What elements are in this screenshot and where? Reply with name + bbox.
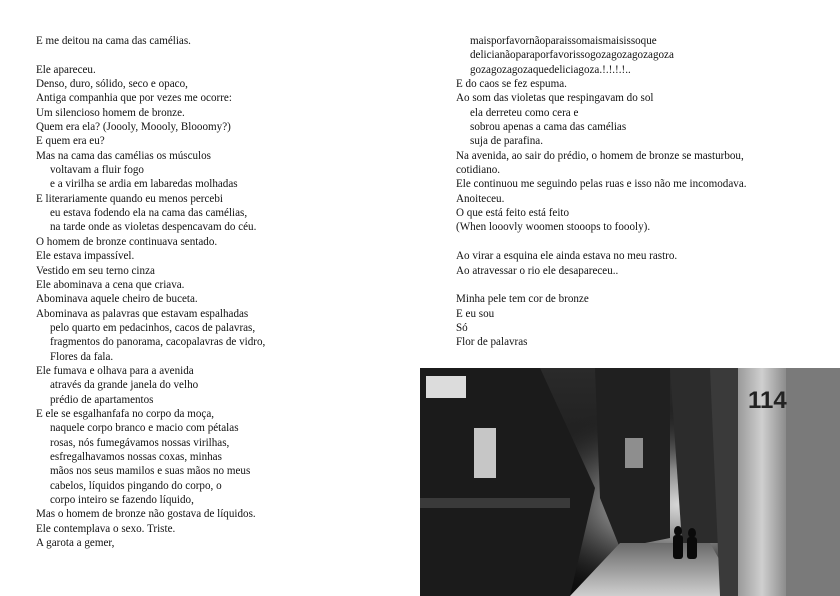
street-photo [420, 368, 840, 596]
poem-line: cabelos, líquidos pingando do corpo, o [50, 479, 222, 492]
poem-line: Quem era ela? (Joooly, Moooly, Blooomy?) [36, 121, 231, 134]
poem-line: E do caos se fez espuma. [456, 78, 567, 91]
right-poem-column [456, 34, 836, 350]
poem-line: O que está feito está feito [456, 207, 570, 220]
poem-line: através da grande janela do velho [50, 379, 199, 392]
poem-line: E me deitou na cama das camélias. [36, 35, 191, 47]
poem-line: A garota a gemer, [36, 537, 115, 550]
poem-line: corpo inteiro se fazendo líquido, [50, 494, 194, 506]
poem-line: Mas o homem de bronze não gostava de líquidos. [36, 508, 256, 521]
poem-line: esfregalhavamos nossas coxas, minhas [50, 450, 222, 463]
poem-line: naquele corpo branco e macio com pétalas [50, 422, 239, 435]
right-wall [786, 368, 840, 596]
poem-line: pelo quarto em pedacinhos, cacos de palavras, [50, 321, 256, 334]
poem-line: Ele abominava a cena que criava. [36, 278, 185, 291]
poem-line: Abominava aquele cheiro de buceta. [36, 293, 198, 306]
poem-line: Minha pele tem cor de bronze [456, 293, 589, 306]
poem-line: Ele estava impassível. [36, 250, 135, 263]
left-poem-column [36, 34, 416, 550]
poem-line: Só [456, 321, 468, 334]
poem-line: Ao som das violetas que respingavam do sol [456, 92, 654, 105]
poem-line: na tarde onde as violetas despencavam do céu. [50, 221, 257, 234]
lit-window [474, 428, 496, 478]
poem-line: Ele continuou me seguindo pelas ruas e isso não me incomodava. [456, 178, 747, 191]
poem-line: Anoiteceu. [456, 192, 505, 205]
poem-line: Ao virar a esquina ele ainda estava no meu rastro. [456, 250, 678, 263]
poem-line: Ele contemplava o sexo. Triste. [36, 522, 176, 535]
poem-line: e a virilha se ardia em labaredas molhadas [50, 178, 238, 191]
poem-line: ela derretеu como cera e [470, 106, 579, 119]
poem-line: Ele fumava e olhava para a avenida [36, 364, 194, 377]
poem-line: (When looovly woomen stooops to foooly). [456, 221, 651, 234]
poem-line: Antiga companhia que por vezes me ocorre: [36, 92, 232, 105]
poem-line: eu estava fodendo ela na cama das camélias, [50, 207, 248, 220]
poem-line: mãos nos seus mamilos e suas mãos no meus [50, 465, 251, 478]
poem-line: Denso, duro, sólido, seco e opaco, [36, 78, 188, 91]
poem-line: Mas na cama das camélias os músculos [36, 149, 211, 162]
poem-line: maisporfavornãoparaissomaismaisissoque [470, 35, 657, 47]
poem-line: voltavam a fluir fogo [50, 164, 144, 177]
poem-line: rosas, nós fumegávamos nossas virilhas, [50, 436, 230, 449]
poem-line: Abominava as palavras que estavam espalhadas [36, 307, 249, 320]
poem-line: Ao atravessar o rio ele desapareceu.. [456, 264, 619, 277]
poem-line: Flores da fala. [50, 350, 114, 363]
poem-line: Flor de palavras [456, 336, 528, 349]
poem-line: delicianãoparaporfavorissogozagozagozagoza [470, 49, 674, 62]
poem-line: suja de parafina. [470, 135, 543, 148]
poem-line: gozagozagozaquedeliciagoza.!.!.!.!.. [470, 63, 631, 76]
awning [420, 498, 570, 508]
poem-line: prédio de apartamentos [50, 393, 154, 406]
poem-line: Um silencioso homem de bronze. [36, 106, 185, 119]
poem-line: Na avenida, ao sair do prédio, o homem de bronze se masturbou, [456, 149, 744, 162]
poem-line: fragmentos do panorama, cacopalavras de vidro, [50, 336, 266, 349]
far-light [625, 438, 643, 468]
poem-line: E eu sou [456, 307, 495, 320]
poem-line: sobrou apenas a cama das camélias [470, 121, 627, 134]
poem-line [456, 235, 836, 249]
poem-line: Ele apareceu. [36, 63, 96, 76]
poem-line [456, 278, 836, 292]
poem-line: Vestido em seu terno cinza [36, 264, 155, 277]
poem-line: O homem de bronze continuava sentado. [36, 235, 218, 248]
poem-line [36, 48, 416, 62]
lit-sign [426, 376, 466, 398]
poem-line: E ele se esgalhanfafa no corpo da moça, [36, 407, 215, 420]
poem-line: E literariamente quando eu menos percebi [36, 192, 223, 205]
poem-line: cotidiano. [456, 164, 501, 177]
poem-line: E quem era eu? [36, 135, 105, 148]
pole-number: 114 [748, 387, 787, 414]
